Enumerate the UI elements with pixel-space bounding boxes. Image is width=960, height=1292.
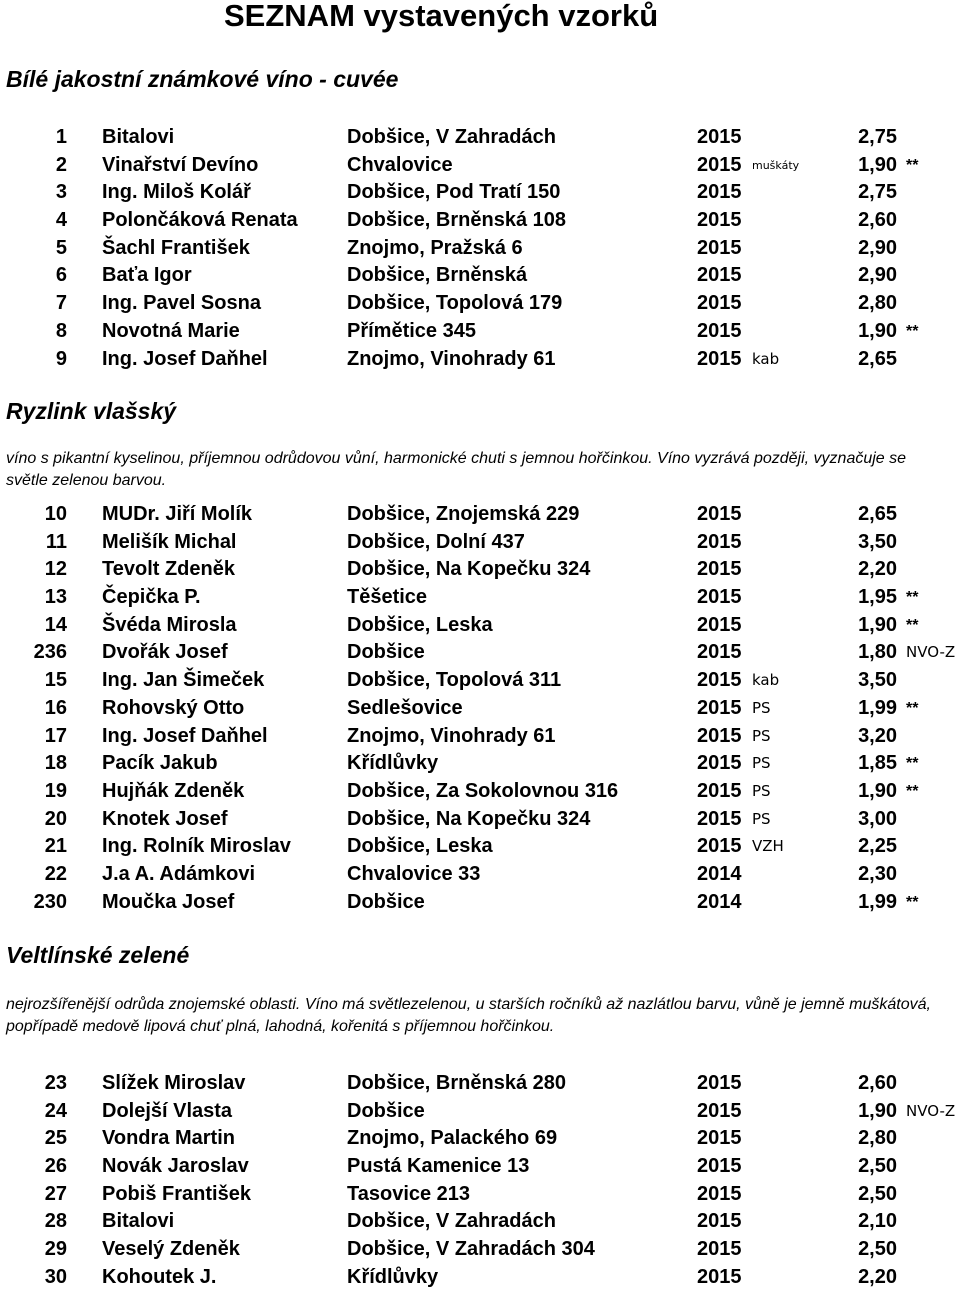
vintage-year: 2015 xyxy=(697,1182,742,1205)
producer-address: Dobšice, Pod Tratí 150 xyxy=(347,181,561,204)
table-row xyxy=(0,318,960,346)
producer-name: Šachl František xyxy=(102,236,250,259)
table-row xyxy=(0,207,960,235)
producer-address: Dobšice, Brněnská 108 xyxy=(347,209,566,232)
price-value: 2,50 xyxy=(858,1182,897,1205)
sample-number: 25 xyxy=(44,1127,67,1150)
quality-mark: NVO-Z xyxy=(906,1101,956,1120)
quality-mark: ** xyxy=(906,616,919,634)
producer-address: Dobšice, Topolová 311 xyxy=(347,669,562,692)
producer-address: Dobšice, Brněnská 280 xyxy=(347,1072,566,1094)
vintage-year: 2015 xyxy=(697,1155,742,1178)
vintage-year: 2015 xyxy=(697,586,742,609)
table-row xyxy=(0,667,960,695)
sample-number: 2 xyxy=(55,153,67,176)
vintage-year: 2015 xyxy=(697,126,742,148)
sample-number: 8 xyxy=(55,319,67,342)
quality-mark: ** xyxy=(906,156,919,174)
price-value: 2,50 xyxy=(858,1238,897,1261)
producer-name: Novotná Marie xyxy=(102,319,240,342)
section-description: nejrozšířenější odrůda znojemské oblasti. Víno má světlezelenou, u starších ročníků až nazlátlou barvu, vůně je jemně muškátová, popřípadě medově lipová chuť plná, lahodná, kořenitá s příjemnou hořčinkou. xyxy=(6,996,931,1035)
table-row xyxy=(0,1125,960,1153)
vintage-year: 2015 xyxy=(697,752,742,775)
price-value: 2,20 xyxy=(858,1265,897,1288)
sample-number: 29 xyxy=(44,1238,67,1261)
producer-address: Těšetice xyxy=(347,586,428,609)
producer-name: Dolejší Vlasta xyxy=(102,1099,233,1122)
price-value: 1,90 xyxy=(858,319,897,342)
vintage-year: 2015 xyxy=(697,669,742,692)
producer-name: Hujňák Zdeněk xyxy=(102,779,245,802)
producer-address: Dobšice, Na Kopečku 324 xyxy=(347,558,591,581)
producer-address: Křídlůvky xyxy=(347,1265,439,1288)
table-row xyxy=(0,235,960,263)
vintage-year: 2015 xyxy=(697,1072,742,1094)
vintage-year: 2015 xyxy=(697,347,742,370)
vintage-year: 2015 xyxy=(697,292,742,315)
price-value: 2,75 xyxy=(858,181,897,204)
sample-number: 14 xyxy=(44,613,67,636)
wine-note: kab xyxy=(752,671,780,690)
sample-number: 3 xyxy=(55,181,67,204)
price-value: 1,90 xyxy=(858,779,897,802)
producer-address: Dobšice, Za Sokolovnou 316 xyxy=(347,779,619,802)
vintage-year: 2015 xyxy=(697,613,742,636)
sample-number: 19 xyxy=(44,779,67,802)
price-value: 1,85 xyxy=(858,752,897,775)
sample-number: 28 xyxy=(44,1210,67,1233)
table-row xyxy=(0,179,960,207)
table-row xyxy=(0,889,960,917)
quality-mark: NVO-Z xyxy=(906,643,956,662)
wine-note: PS xyxy=(752,781,771,800)
producer-address: Dobšice xyxy=(347,641,425,664)
sample-number: 1 xyxy=(55,126,67,148)
price-value: 3,50 xyxy=(858,530,897,553)
sample-number: 5 xyxy=(55,236,67,259)
producer-name: Čepička P. xyxy=(102,586,201,609)
producer-name: J.a A. Adámkovi xyxy=(102,862,256,885)
producer-name: Moučka Josef xyxy=(102,890,235,913)
section-description: víno s pikantní kyselinou, příjemnou odrůdovou vůní, harmonické chuti s jemnou hořčinkou. Víno vyzrává později, vyznačuje se světle zelenou barvou. xyxy=(6,450,907,489)
producer-name: Dvořák Josef xyxy=(102,641,228,664)
sample-number: 10 xyxy=(44,503,67,525)
sample-number: 20 xyxy=(44,807,67,830)
section-heading: Bílé jakostní známkové víno - cuvée xyxy=(6,66,399,92)
table-row xyxy=(0,556,960,584)
producer-address: Znojmo, Vinohrady 61 xyxy=(347,347,556,370)
table-row xyxy=(0,723,960,751)
quality-mark: ** xyxy=(906,699,919,717)
table-row xyxy=(0,584,960,612)
vintage-year: 2015 xyxy=(697,1099,742,1122)
producer-name: MUDr. Jiří Molík xyxy=(102,503,253,525)
section-heading: Veltlínské zelené xyxy=(6,942,190,968)
wine-note: muškáty xyxy=(752,158,800,172)
sample-number: 21 xyxy=(44,835,67,858)
producer-address: Křídlůvky xyxy=(347,752,439,775)
vintage-year: 2015 xyxy=(697,1127,742,1150)
vintage-year: 2015 xyxy=(697,236,742,259)
sample-number: 15 xyxy=(44,669,67,692)
price-value: 1,90 xyxy=(858,613,897,636)
producer-name: Bitalovi xyxy=(102,126,175,148)
wine-note: PS xyxy=(752,809,771,828)
price-value: 3,00 xyxy=(858,807,897,830)
wine-note: VZH xyxy=(752,837,784,856)
price-value: 1,90 xyxy=(858,153,897,176)
table-row xyxy=(0,1153,960,1181)
producer-name: Knotek Josef xyxy=(102,807,228,830)
sample-number: 13 xyxy=(44,586,67,609)
producer-name: Veselý Zdeněk xyxy=(102,1238,240,1261)
price-value: 2,50 xyxy=(858,1155,897,1178)
wine-list xyxy=(0,124,960,373)
wine-note: PS xyxy=(752,754,771,773)
producer-address: Sedlešovice xyxy=(347,696,463,719)
producer-address: Chvalovice 33 xyxy=(347,862,481,885)
table-row xyxy=(0,1236,960,1264)
vintage-year: 2014 xyxy=(697,890,742,913)
producer-name: Melišík Michal xyxy=(102,530,237,553)
table-row xyxy=(0,639,960,667)
vintage-year: 2015 xyxy=(697,530,742,553)
sample-number: 30 xyxy=(44,1265,67,1288)
price-value: 2,20 xyxy=(858,558,897,581)
table-row xyxy=(0,152,960,180)
vintage-year: 2015 xyxy=(697,319,742,342)
vintage-year: 2014 xyxy=(697,862,742,885)
vintage-year: 2015 xyxy=(697,1238,742,1261)
table-row xyxy=(0,529,960,557)
producer-address: Znojmo, Vinohrady 61 xyxy=(347,724,556,747)
producer-name: Vondra Martin xyxy=(102,1127,235,1150)
vintage-year: 2015 xyxy=(697,807,742,830)
producer-name: Novák Jaroslav xyxy=(102,1155,249,1178)
price-value: 2,25 xyxy=(858,835,897,858)
price-value: 3,20 xyxy=(858,724,897,747)
producer-name: Pobiš František xyxy=(102,1182,251,1205)
quality-mark: ** xyxy=(906,322,919,340)
producer-address: Dobšice, Leska xyxy=(347,613,493,636)
price-value: 2,30 xyxy=(858,862,897,885)
table-row xyxy=(0,861,960,889)
sample-number: 236 xyxy=(33,641,67,664)
producer-address: Znojmo, Palackého 69 xyxy=(347,1127,558,1150)
price-value: 2,75 xyxy=(858,126,897,148)
vintage-year: 2015 xyxy=(697,641,742,664)
sample-number: 24 xyxy=(44,1099,67,1122)
producer-address: Dobšice, V Zahradách 304 xyxy=(347,1238,595,1261)
price-value: 1,80 xyxy=(858,641,897,664)
table-row xyxy=(0,124,960,152)
vintage-year: 2015 xyxy=(697,503,742,525)
price-value: 1,90 xyxy=(858,1099,897,1122)
wine-note: PS xyxy=(752,698,771,717)
producer-name: Rohovský Otto xyxy=(102,696,245,719)
sample-number: 6 xyxy=(55,264,67,287)
sample-number: 230 xyxy=(33,890,67,913)
producer-address: Dobšice, Leska xyxy=(347,835,493,858)
price-value: 2,80 xyxy=(858,1127,897,1150)
sample-number: 16 xyxy=(44,696,67,719)
table-row xyxy=(0,750,960,778)
producer-address: Dobšice, Znojemská 229 xyxy=(347,503,580,525)
vintage-year: 2015 xyxy=(697,209,742,232)
table-row xyxy=(0,290,960,318)
quality-mark: ** xyxy=(906,755,919,773)
producer-address: Přímětice 345 xyxy=(347,319,476,342)
producer-address: Dobšice xyxy=(347,1099,425,1122)
producer-name: Tevolt Zdeněk xyxy=(102,558,235,581)
price-value: 2,10 xyxy=(858,1210,897,1233)
producer-name: Vinařství Devíno xyxy=(102,153,259,176)
price-value: 2,90 xyxy=(858,264,897,287)
producer-address: Dobšice xyxy=(347,890,425,913)
vintage-year: 2015 xyxy=(697,724,742,747)
producer-name: Polončáková Renata xyxy=(102,209,298,232)
sample-number: 22 xyxy=(44,862,67,885)
wine-note: kab xyxy=(752,349,780,368)
vintage-year: 2015 xyxy=(697,181,742,204)
producer-name: Ing. Pavel Sosna xyxy=(102,292,261,315)
sample-number: 9 xyxy=(55,347,67,370)
table-row xyxy=(0,262,960,290)
table-row xyxy=(0,612,960,640)
wine-list xyxy=(0,1070,960,1292)
producer-name: Ing. Miloš Kolář xyxy=(102,181,251,204)
vintage-year: 2015 xyxy=(697,1265,742,1288)
page-title: SEZNAM vystavených vzorků xyxy=(224,0,659,33)
table-row xyxy=(0,1098,960,1126)
table-row xyxy=(0,778,960,806)
sample-number: 12 xyxy=(44,558,67,581)
price-value: 2,80 xyxy=(858,292,897,315)
producer-address: Znojmo, Pražská 6 xyxy=(347,236,523,259)
vintage-year: 2015 xyxy=(697,696,742,719)
producer-address: Dobšice, Brněnská xyxy=(347,264,528,287)
price-value: 2,60 xyxy=(858,209,897,232)
vintage-year: 2015 xyxy=(697,1210,742,1233)
sample-number: 11 xyxy=(45,530,67,553)
price-value: 1,99 xyxy=(858,890,897,913)
section-heading: Ryzlink vlašský xyxy=(6,398,177,424)
producer-address: Dobšice, Dolní 437 xyxy=(347,530,525,553)
producer-address: Pustá Kamenice 13 xyxy=(347,1155,530,1178)
producer-address: Dobšice, V Zahradách xyxy=(347,1210,556,1233)
sample-number: 7 xyxy=(55,292,67,315)
quality-mark: ** xyxy=(906,893,919,911)
table-row xyxy=(0,1070,960,1098)
sample-number: 27 xyxy=(44,1182,67,1205)
vintage-year: 2015 xyxy=(697,779,742,802)
producer-name: Baťa Igor xyxy=(102,264,192,287)
producer-name: Pacík Jakub xyxy=(102,752,218,775)
price-value: 2,60 xyxy=(858,1072,897,1094)
vintage-year: 2015 xyxy=(697,153,742,176)
vintage-year: 2015 xyxy=(697,558,742,581)
producer-address: Chvalovice xyxy=(347,153,453,176)
table-row xyxy=(0,1181,960,1209)
table-row xyxy=(0,1264,960,1292)
producer-name: Bitalovi xyxy=(102,1210,175,1233)
producer-name: Ing. Rolník Miroslav xyxy=(102,835,291,858)
producer-name: Ing. Josef Daňhel xyxy=(102,347,268,370)
producer-address: Dobšice, Na Kopečku 324 xyxy=(347,807,591,830)
producer-name: Ing. Josef Daňhel xyxy=(102,724,268,747)
quality-mark: ** xyxy=(906,782,919,800)
table-row xyxy=(0,346,960,374)
price-value: 1,95 xyxy=(858,586,897,609)
price-value: 1,99 xyxy=(858,696,897,719)
table-row xyxy=(0,806,960,834)
price-value: 3,50 xyxy=(858,669,897,692)
table-row xyxy=(0,1208,960,1236)
sample-number: 4 xyxy=(55,209,67,232)
table-row xyxy=(0,501,960,529)
producer-name: Švéda Mirosla xyxy=(102,613,237,636)
producer-address: Dobšice, Topolová 179 xyxy=(347,292,563,315)
wine-note: PS xyxy=(752,726,771,745)
producer-address: Dobšice, V Zahradách xyxy=(347,126,556,148)
sample-number: 23 xyxy=(44,1072,67,1094)
producer-name: Slížek Miroslav xyxy=(102,1072,246,1094)
price-value: 2,90 xyxy=(858,236,897,259)
price-value: 2,65 xyxy=(858,347,897,370)
sample-number: 26 xyxy=(44,1155,67,1178)
sample-number: 17 xyxy=(44,724,67,747)
table-row xyxy=(0,695,960,723)
producer-address: Tasovice 213 xyxy=(347,1182,471,1205)
producer-name: Ing. Jan Šimeček xyxy=(102,669,265,692)
wine-list xyxy=(0,501,960,916)
producer-name: Kohoutek J. xyxy=(102,1265,217,1288)
vintage-year: 2015 xyxy=(697,835,742,858)
table-row xyxy=(0,833,960,861)
quality-mark: ** xyxy=(906,589,919,607)
vintage-year: 2015 xyxy=(697,264,742,287)
sample-number: 18 xyxy=(44,752,67,775)
price-value: 2,65 xyxy=(858,503,897,525)
